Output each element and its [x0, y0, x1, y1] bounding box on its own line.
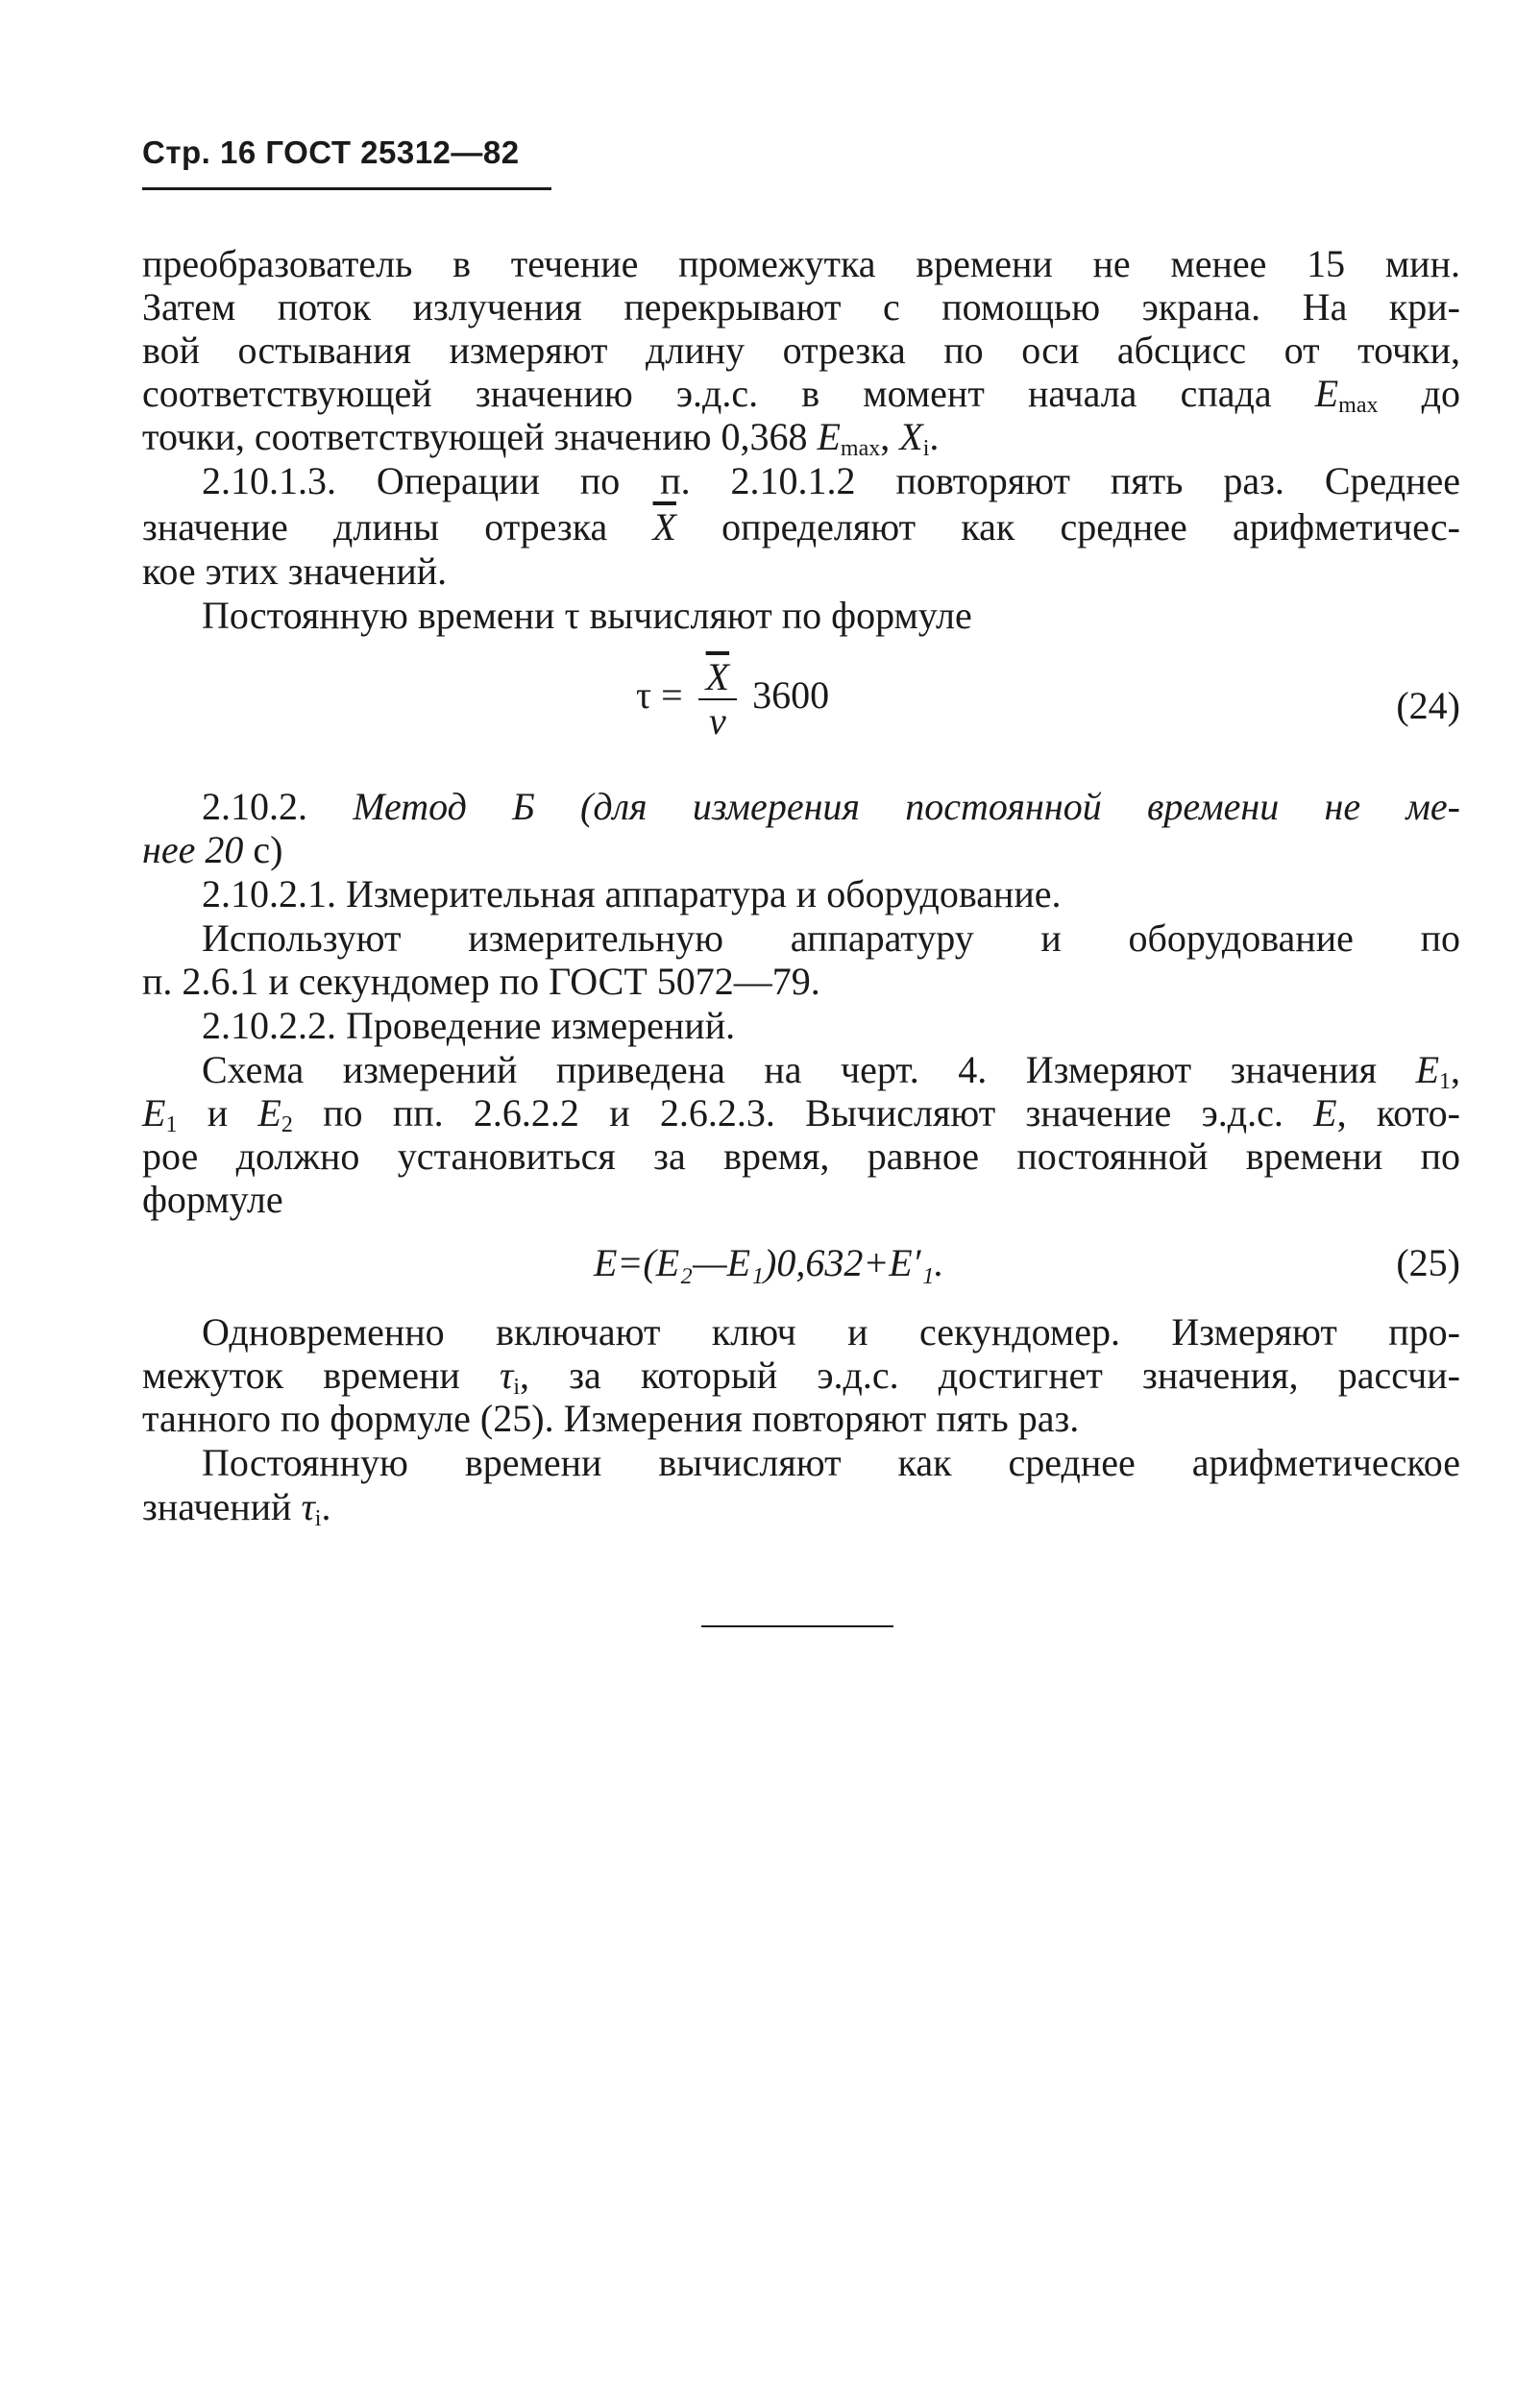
formula-24	[636, 656, 829, 743]
math-subscript: max	[840, 436, 881, 461]
text-line	[142, 828, 1460, 872]
text-span: и	[177, 1091, 258, 1135]
formula-factor: 3600	[752, 673, 830, 718]
text-span: значений	[142, 1485, 302, 1528]
math-var-mean: $\overline{X}$	[652, 505, 676, 549]
math-subscript: max	[1338, 393, 1379, 418]
math-subscript: 2	[281, 1112, 293, 1137]
text-line: Постоянную времени τ вычисляют по формуле	[202, 594, 972, 637]
text-line: рое должно установиться за время, равное постоянной времени по	[142, 1135, 1460, 1178]
text-span: Схема измерений приведена на черт. 4. Измеряют значения	[202, 1048, 1416, 1091]
text-span: значение длины отрезка	[142, 505, 653, 549]
text-span: точки, соответствующей значению 0,368	[142, 415, 818, 458]
text-line	[142, 415, 1460, 459]
text-span: определяют как среднее арифметичес-	[675, 505, 1460, 549]
math-subscript: 1	[165, 1112, 178, 1137]
math-var: X	[899, 415, 923, 458]
text-span: по пп. 2.6.2.2 и 2.6.2.3. Вычисляют значение э.д.с.	[292, 1091, 1314, 1135]
text-line: Затем поток излучения перекрывают с помощью экрана. На кри-	[142, 285, 1460, 329]
text-line: 2.10.2.1. Измерительная аппаратура и оборудование.	[202, 872, 1062, 915]
italic-span: нее 20	[142, 828, 254, 871]
text-span: .	[321, 1485, 331, 1528]
fraction-numerator: $\overline{X}$	[698, 656, 737, 700]
text-span: соответствующей значению э.д.с. в момент начала спада	[142, 372, 1315, 415]
formula-25	[594, 1241, 943, 1285]
equation-number: (25)	[1396, 1241, 1460, 1284]
text-line	[142, 1091, 1460, 1135]
text-span: ,	[1451, 1048, 1460, 1091]
text-span: , кото-	[1336, 1091, 1460, 1135]
math-var: τ	[301, 1485, 315, 1528]
math-subscript: i	[314, 1506, 322, 1531]
text-line: вой остывания измеряют длину отрезка по оси абсцисс от точки,	[142, 329, 1460, 372]
text-line: 2.10.2.2. Проведение измерений.	[202, 1004, 736, 1047]
text-line: танного по формуле (25). Измерения повторяют пять раз.	[142, 1397, 1080, 1440]
text-line	[142, 785, 1460, 829]
text-line: 2.10.1.3. Операции по п. 2.10.1.2 повторяют пять раз. Среднее	[202, 459, 1460, 502]
italic-span: Метод Б (для измерения постоянной времени не ме-	[353, 785, 1460, 828]
text-line: Используют измерительную аппаратуру и оборудование по	[202, 916, 1460, 960]
formula-expression: E=(E₂—E₁)0,632+E′₁.	[594, 1241, 944, 1284]
text-line: кое этих значений.	[142, 549, 448, 593]
text-line	[142, 1048, 1460, 1092]
math-var: E	[817, 415, 841, 458]
text-line: Постоянную времени вычисляют как среднее арифметическое	[202, 1441, 1460, 1484]
formula-lhs: τ =	[636, 673, 683, 718]
text-span: с)	[253, 828, 283, 871]
math-var: E	[1314, 372, 1339, 415]
text-line: Одновременно включают ключ и секундомер. Измеряют про-	[202, 1310, 1460, 1354]
text-line	[142, 1354, 1460, 1398]
math-var: E	[1415, 1048, 1439, 1091]
text-span: до	[1378, 372, 1460, 415]
math-subscript: 1	[1439, 1069, 1451, 1094]
fraction	[698, 656, 737, 743]
math-subscript: i	[922, 436, 930, 461]
math-var: E	[1313, 1091, 1337, 1135]
end-rule	[701, 1625, 893, 1627]
text-span: , за который э.д.с. достигнет значения, рассчи-	[520, 1354, 1461, 1397]
text-line	[142, 372, 1460, 416]
text-span: 2.10.2.	[202, 785, 354, 828]
text-span: межуток времени	[142, 1354, 501, 1397]
equation-number: (24)	[1396, 684, 1460, 727]
text-line: преобразователь в течение промежутка времени не менее 15 мин.	[142, 242, 1460, 285]
math-subscript: i	[513, 1375, 521, 1400]
fraction-denominator: v	[708, 699, 726, 743]
text-line: формуле	[142, 1178, 283, 1221]
text-span: .	[929, 415, 940, 458]
text-line	[142, 1485, 1460, 1529]
math-var: E	[142, 1091, 166, 1135]
text-line	[142, 505, 1460, 549]
math-var: E	[257, 1091, 281, 1135]
math-var: τ	[500, 1354, 514, 1397]
header-rule	[142, 187, 551, 190]
text-span: ,	[880, 415, 900, 458]
page-header: Стр. 16 ГОСТ 25312—82	[142, 134, 520, 170]
text-line: п. 2.6.1 и секундомер по ГОСТ 5072—79.	[142, 960, 820, 1003]
